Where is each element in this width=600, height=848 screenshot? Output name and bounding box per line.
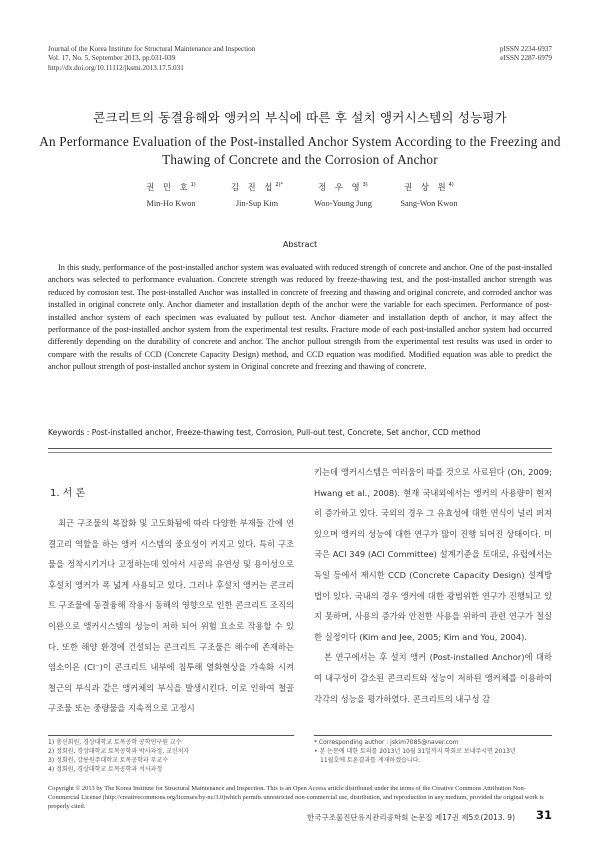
- footnote: 1) 충신회원, 경상대학교 토목공학 공학연구원 교수: [48, 739, 182, 746]
- footnote: 11월호에 토론결과를 게재하겠습니다.: [320, 757, 421, 764]
- author-name-ko: 권 민 호: [146, 182, 191, 192]
- footer-journal: 한국구조물진단유지관리공학회 논문집 제17권 제5호(2013. 9): [306, 813, 515, 822]
- footnotes-affiliations: [48, 738, 189, 774]
- author: [300, 181, 386, 208]
- paragraph: 본 연구에서는 후 설치 앵커 (Post-installed Anchor)에 대하여 내구성이 감소된 콘크리트와 성능이 저하된 앵커체를 이용하여 각각의 성능을 평가하였다. 콘크리트의 내구성 감: [314, 652, 552, 704]
- title-korean: 콘크리트의 동결융해와 앵커의 부식에 따른 후 설치 앵커시스템의 성능평가: [93, 110, 507, 125]
- section-heading: 1. 서 론: [50, 488, 86, 499]
- author-name-en: Woo-Young Jung: [314, 199, 372, 208]
- author-name-en: Sang-Won Kwon: [400, 199, 458, 208]
- corresponding-author: * Corresponding author : jskim7085@naver.com: [314, 739, 459, 746]
- author: [128, 181, 214, 208]
- divider: [48, 448, 552, 449]
- doi-link[interactable]: http://dx.doi.org/10.11112/jksmi.2013.17.5.031: [48, 63, 184, 72]
- footnotes-correspondence: [314, 738, 516, 765]
- copyright-notice: Copyright © 2013 by The Korea Institute for Structural Maintenance and Inspection. This is an Open Access article distributed under the terms of the Creative Commons Attribution Non-Commercial License (http://creativecommons.org/licenses/by-nc/3.0)which permits unrestricted non-commercial use, distribution, and reproduction in any medium, provided the original work is properly cited.: [48, 785, 544, 811]
- body-column-left: [48, 513, 294, 719]
- divider: [48, 452, 552, 453]
- journal-header: [48, 45, 255, 73]
- keywords: Keywords : Post-installed anchor, Freeze-thawing test, Corrosion, Pull-out test, Concrete, Set anchor, CCD method: [48, 428, 481, 437]
- author: [386, 181, 472, 208]
- author-name-ko: 권 상 원: [404, 182, 449, 192]
- footnote: 4) 정회원, 경상대학교 토목공학과 석사과정: [48, 766, 163, 773]
- paragraph: 최근 구조물의 복잡화 및 고도화됨에 따라 다양한 부재들 간에 연결고리 역할을 하는 앵커 시스템의 중요성이 커지고 있다. 특히 구조물을 정착시키거나 고정하는데 있어서 시공의 유연성 및 용이성으로 후설치 앵커가 폭 넓게 사용되고 있다. 그러나 후설치 앵커는 콘크리트 구조물에 동결융해 작용시 동해의 영향으로 인한 콘크리트 조직의 이완으로 앵커시스템의 성능이 저하 되어 위험 요소로 작용할 수 있다. 또한 해양 환경에 건설되는 콘크리트 구조물은 해수에 존재하는 염소이온 (Cl⁻)이 콘크리트 내부에 침투해 열화현상을 가속화 시켜 철근의 부식과 같은 앵커체의 부식을 발생시킨다. 이로 인하여 철골구조물 또는 중량물을 지속적으로 고정시: [48, 518, 294, 714]
- author-name-en: Min-Ho Kwon: [146, 199, 196, 208]
- abstract-heading: Abstract: [282, 239, 318, 249]
- issn-block: [500, 45, 552, 64]
- author-affil-mark: 2)*: [275, 182, 283, 189]
- title-english-line2: Thawing of Concrete and the Corrosion of Anchor: [162, 151, 438, 167]
- footnote: • 본 논문에 대한 토의를 2013년 10월 31일까지 학회로 보내주시면 2013년: [314, 748, 516, 755]
- footnote: 3) 정회원, 강릉원주대학교 토목공학과 부교수: [48, 757, 169, 764]
- author-name-en: Jin-Sup Kim: [235, 199, 279, 208]
- footnote-divider: [48, 735, 294, 736]
- author: [214, 181, 300, 208]
- author-affil-mark: 1): [190, 182, 196, 189]
- title-english: [30, 133, 570, 168]
- author-name-ko: 정 우 영: [318, 182, 363, 192]
- author-affil-mark: 3): [362, 182, 368, 189]
- author-name-ko: 김 진 섭: [231, 182, 276, 192]
- footnote-divider: [314, 735, 552, 736]
- journal-volume: Vol. 17, No. 5, September 2013, pp.031-039: [48, 54, 176, 63]
- body-column-right: [314, 462, 552, 709]
- title-english-line1: An Performance Evaluation of the Post-installed Anchor System According to the Freezing and: [39, 134, 561, 149]
- pissn: pISSN 2234-6937: [499, 45, 552, 53]
- paragraph: 키는데 앵커시스템은 여러움이 따를 것으로 사료된다 (Oh, 2009; Hwang et al., 2008). 현재 국내외에서는 앵커의 사용량이 현저히 증가하고 있다. 국외의 경우 그 유효성에 대한 연식이 널리 퍼져 있으며 앵커의 성능에 대한 연구가 많이 진행 되어진 상태이다. 미국은 ACI 349 (ACI Committee) 설계기준을 토대로, 유럽에서는 독일 등에서 제시한 CCD (Concrete Capacity Design) 설계방법이 있다. 국내의 경우 앵커에 대한 광범위한 연구가 진행되고 있지 못하며, 사용의 증가와 안전한 사용을 위하여 관련 연구가 절실한 실정이다 (Kim and Jee, 2005; Kim and You, 2004).: [314, 467, 552, 642]
- eissn: eISSN 2287-6979: [500, 54, 552, 63]
- abstract-body: In this study, performance of the post-installed anchor system was evaluated with reduced strength of concrete and anchor. One of the post-installed anchors was selected to performance evaluation. Concrete strength was reduced by freeze-thawing test, and the post-installed anchor strength was reduced by corrosion test. The post-installed Anchor was installed in concrete of freezing and thawing and original concrete, and corroded anchor was installed in original concrete only. Anchor diameter and installation depth of the anchor were the variable for each specimen. Performance of post-installed anchor system of each specimen was evaluated by pullout test. Anchor diameter and installation depth of anchor, it may affect the performance of the post-installed anchor system from the experimental test results. Fracture mode of each post-installed anchor system had occurred differently depending on the durability of concrete and anchor. The anchor pullout strength from the experimental test results was used in order to compare with the results of CCD (Concrete Capacity Design) method, and CCD equation was modified. Modified equation was able to predict the anchor pullout strength of post-installed anchor system in Original concrete and freezing and thawing of concrete.: [48, 263, 552, 372]
- author-affil-mark: 4): [448, 182, 454, 189]
- page-number: 31: [535, 808, 552, 822]
- footnote: 2) 정회원, 경상대학교 토목공학과 박사과정, 교신저자: [48, 748, 190, 755]
- journal-name: Journal of the Korea Institute for Structural Maintenance and Inspection: [48, 45, 256, 53]
- author-list: [0, 181, 600, 208]
